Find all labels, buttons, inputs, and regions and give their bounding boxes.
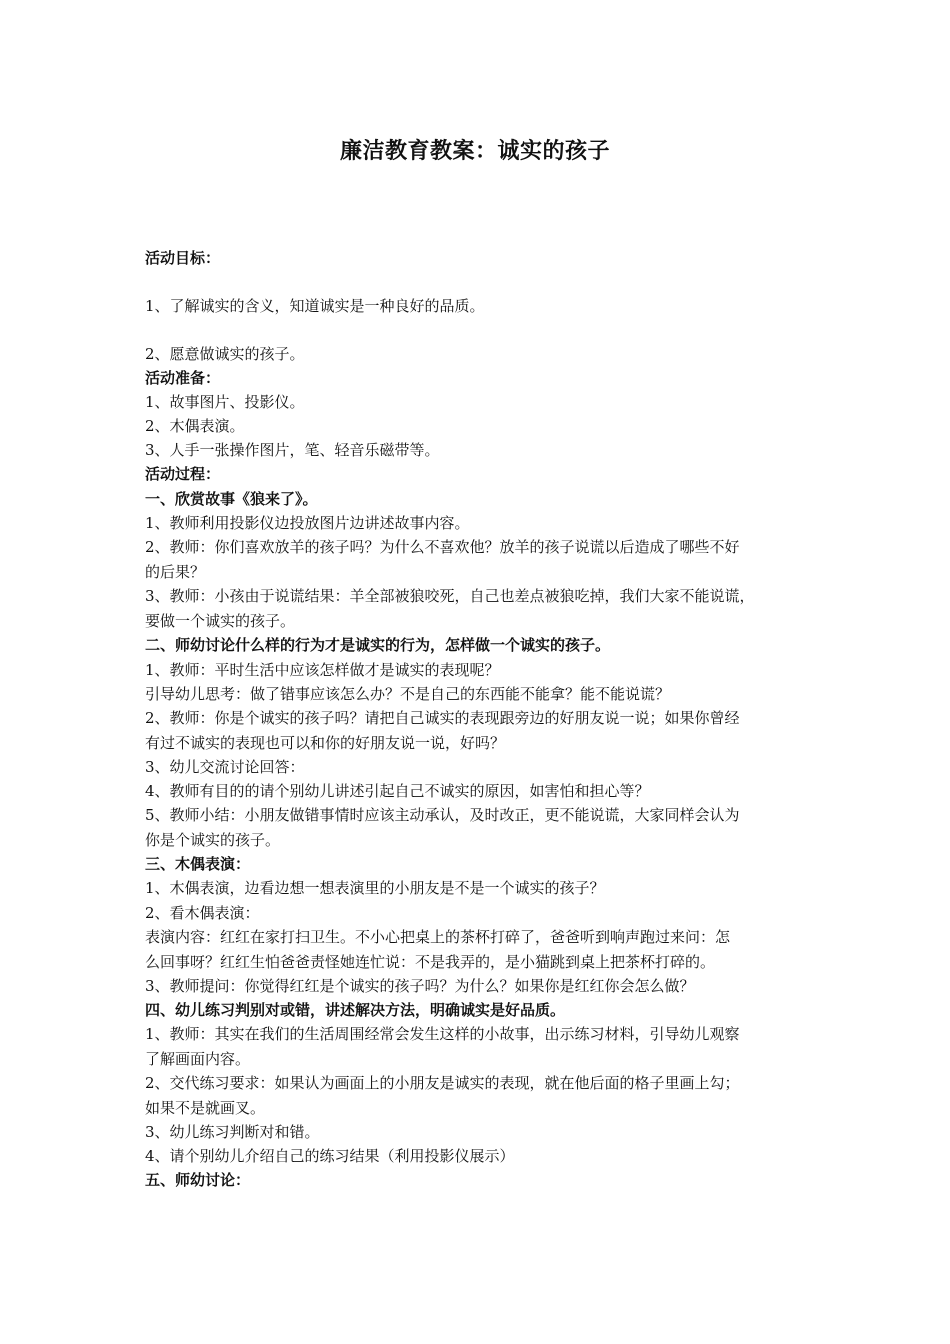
body-text-line: 4、教师有目的的请个别幼儿讲述引起自己不诚实的原因，如害怕和担心等？ [145, 782, 650, 800]
body-text-line: 么回事呀？红红生怕爸爸责怪她连忙说：不是我弄的，是小猫跳到桌上把茶杯打碎的。 [145, 953, 716, 971]
body-text-line: 4、请个别幼儿介绍自己的练习结果（利用投影仪展示） [145, 1147, 515, 1165]
body-text-line: 要做一个诚实的孩子。 [145, 612, 296, 630]
body-text-line: 有过不诚实的表现也可以和你的好朋友说一说，好吗？ [145, 734, 506, 752]
body-text-line: 2、木偶表演。 [145, 417, 245, 435]
section-heading: 四、幼儿练习判别对或错，讲述解决方法，明确诚实是好品质。 [145, 1001, 566, 1019]
document-title: 廉洁教育教案：诚实的孩子 [339, 139, 610, 164]
section-heading: 活动准备： [145, 369, 221, 387]
body-text-line: 2、教师：你们喜欢放羊的孩子吗？为什么不喜欢他？放羊的孩子说谎以后造成了哪些不好 [145, 538, 740, 556]
section-heading: 一、欣赏故事《狼来了》。 [145, 490, 318, 508]
body-text-line: 引导幼儿思考：做了错事应该怎么办？不是自己的东西能不能拿？能不能说谎？ [145, 685, 671, 703]
body-text-line: 2、交代练习要求：如果认为画面上的小朋友是诚实的表现，就在他后面的格子里画上勾； [145, 1074, 740, 1092]
body-text-line: 3、幼儿交流讨论回答： [145, 758, 305, 776]
body-text-line: 表演内容：红红在家打扫卫生。不小心把桌上的茶杯打碎了，爸爸听到响声跑过来问：怎 [145, 928, 731, 946]
body-text-line: 2、愿意做诚实的孩子。 [145, 345, 305, 363]
body-text-line: 1、故事图片、投影仪。 [145, 393, 305, 411]
section-heading: 活动过程： [145, 465, 221, 483]
body-text-line: 1、教师：平时生活中应该怎样做才是诚实的表现呢？ [145, 661, 500, 679]
body-text-line: 3、教师：小孩由于说谎结果：羊全部被狼咬死，自己也差点被狼吃掉，我们大家不能说谎， [145, 587, 755, 605]
section-heading: 活动目标： [145, 249, 221, 267]
body-text-line: 1、了解诚实的含义，知道诚实是一种良好的品质。 [145, 297, 485, 315]
body-text-line: 1、木偶表演，边看边想一想表演里的小朋友是不是一个诚实的孩子？ [145, 879, 605, 897]
body-text-line: 1、教师利用投影仪边投放图片边讲述故事内容。 [145, 514, 470, 532]
body-text-line: 1、教师：其实在我们的生活周围经常会发生这样的小故事，出示练习材料，引导幼儿观察 [145, 1025, 740, 1043]
body-text-line: 3、教师提问：你觉得红红是个诚实的孩子吗？为什么？如果你是红红你会怎么做？ [145, 977, 695, 995]
body-text-line: 3、幼儿练习判断对和错。 [145, 1123, 320, 1141]
body-text-line: 2、看木偶表演： [145, 904, 260, 922]
body-text-line: 5、教师小结：小朋友做错事情时应该主动承认，及时改正，更不能说谎，大家同样会认为 [145, 806, 740, 824]
body-text-line: 的后果？ [145, 563, 206, 581]
body-text-line: 2、教师：你是个诚实的孩子吗？请把自己诚实的表现跟旁边的好朋友说一说；如果你曾经 [145, 709, 740, 727]
body-text-line: 了解画面内容。 [145, 1050, 251, 1068]
body-text-line: 如果不是就画叉。 [145, 1099, 266, 1117]
section-heading: 三、木偶表演： [145, 855, 251, 873]
body-text-line: 你是个诚实的孩子。 [145, 831, 281, 849]
body-text-line: 3、人手一张操作图片，笔、轻音乐磁带等。 [145, 441, 440, 459]
section-heading: 五、师幼讨论： [145, 1171, 251, 1189]
section-heading: 二、师幼讨论什么样的行为才是诚实的行为，怎样做一个诚实的孩子。 [145, 636, 611, 654]
